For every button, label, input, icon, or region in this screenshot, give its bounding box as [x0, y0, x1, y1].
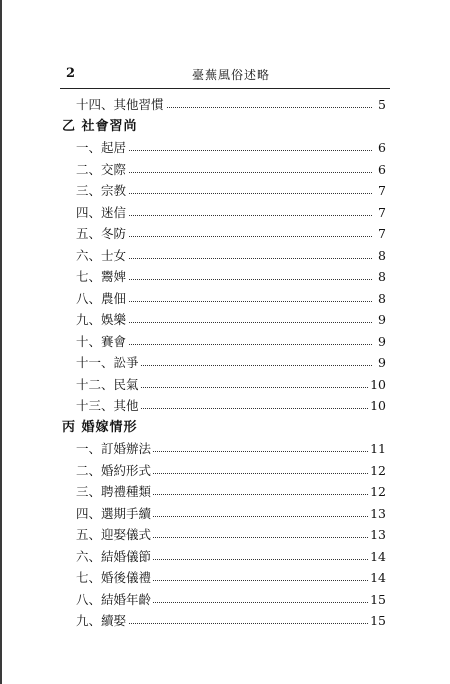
toc-entry	[68, 548, 386, 566]
entry-page-number: 8	[378, 247, 386, 263]
entry-page-number: 11	[370, 441, 386, 456]
toc-entry	[68, 397, 386, 415]
dot-leader	[98, 623, 372, 624]
dot-leader	[98, 279, 372, 280]
toc-entry	[68, 139, 386, 157]
entry-label: 一、起居	[76, 140, 127, 155]
entry-label: 五、冬防	[76, 226, 127, 241]
entry-label: 三、宗教	[76, 183, 127, 198]
toc-section-heading	[62, 419, 386, 437]
entry-page-number: 8	[378, 290, 386, 306]
page-edge	[0, 0, 2, 684]
running-title: 臺蕪風俗述略	[192, 68, 271, 82]
entry-page-number: 15	[370, 591, 386, 607]
entry-label: 十、賽會	[76, 333, 127, 349]
entry-label: 二、交際	[76, 161, 127, 177]
page-number: 2	[66, 66, 76, 81]
entry-page-number: 9	[378, 355, 386, 370]
toc-entry	[68, 591, 386, 609]
entry-label: 九、續娶	[76, 613, 127, 628]
dot-leader	[98, 193, 372, 194]
entry-label: 一、訂婚辦法	[76, 441, 152, 456]
toc-entry	[68, 505, 386, 523]
entry-label: 二、婚約形式	[76, 462, 152, 478]
entry-page-number: 13	[370, 527, 386, 542]
toc-entry	[68, 268, 386, 286]
dot-leader	[98, 172, 372, 173]
entry-page-number: 7	[378, 204, 386, 220]
entry-label: 四、迷信	[76, 204, 127, 220]
entry-page-number: 13	[370, 505, 386, 521]
toc-entry	[68, 225, 386, 243]
entry-label: 七、婚後儀禮	[76, 570, 152, 585]
entry-page-number: 8	[378, 269, 386, 284]
toc-entry	[68, 161, 386, 179]
entry-page-number: 5	[378, 97, 386, 112]
entry-page-number: 7	[378, 183, 386, 198]
entry-page-number: 7	[378, 226, 386, 241]
entry-label: 五、迎娶儀式	[76, 527, 152, 542]
entry-page-number: 12	[370, 484, 386, 499]
entry-label: 四、選期手續	[76, 505, 152, 521]
entry-page-number: 14	[370, 570, 386, 585]
entry-label: 十三、其他	[76, 398, 139, 413]
toc-entry	[68, 440, 386, 458]
entry-label: 八、農佃	[76, 290, 127, 306]
entry-label: 十一、訟爭	[76, 355, 139, 370]
section-label: 乙 社會習尚	[62, 118, 138, 134]
entry-label: 十四、其他習慣	[76, 97, 164, 112]
section-label: 丙 婚嫁情形	[62, 419, 138, 435]
dot-leader	[98, 344, 372, 345]
page-header	[62, 64, 382, 84]
dot-leader	[98, 258, 372, 259]
entry-page-number: 6	[378, 140, 386, 155]
entry-label: 十二、民氣	[76, 376, 139, 392]
toc-entry	[68, 333, 386, 351]
entry-page-number: 10	[370, 398, 386, 413]
toc-entry	[68, 311, 386, 329]
toc-entry	[68, 483, 386, 501]
entry-page-number: 12	[370, 462, 386, 478]
entry-label: 六、結婚儀節	[76, 548, 152, 564]
entry-label: 九、娛樂	[76, 312, 127, 327]
entry-label: 八、結婚年齡	[76, 591, 152, 607]
entry-page-number: 14	[370, 548, 386, 564]
toc-entry	[68, 376, 386, 394]
entry-page-number: 9	[378, 333, 386, 349]
entry-label: 六、士女	[76, 247, 127, 263]
entry-label: 三、聘禮種類	[76, 484, 152, 499]
entry-page-number: 6	[378, 161, 386, 177]
header-rule	[60, 88, 390, 89]
toc-entry	[68, 247, 386, 265]
dot-leader	[98, 301, 372, 302]
dot-leader	[98, 150, 372, 151]
toc-entry	[68, 569, 386, 587]
toc-entry	[68, 96, 386, 114]
dot-leader	[98, 322, 372, 323]
toc-entry	[68, 354, 386, 372]
toc-section-heading	[62, 118, 386, 136]
toc-entry	[68, 182, 386, 200]
toc-entry	[68, 462, 386, 480]
toc-entry	[68, 612, 386, 630]
dot-leader	[98, 236, 372, 237]
toc-entry	[68, 290, 386, 308]
toc-entry	[68, 204, 386, 222]
dot-leader	[98, 215, 372, 216]
entry-page-number: 9	[378, 312, 386, 327]
entry-page-number: 10	[370, 376, 386, 392]
entry-label: 七、鬻婢	[76, 269, 127, 284]
entry-page-number: 15	[370, 613, 386, 628]
toc-entry	[68, 526, 386, 544]
